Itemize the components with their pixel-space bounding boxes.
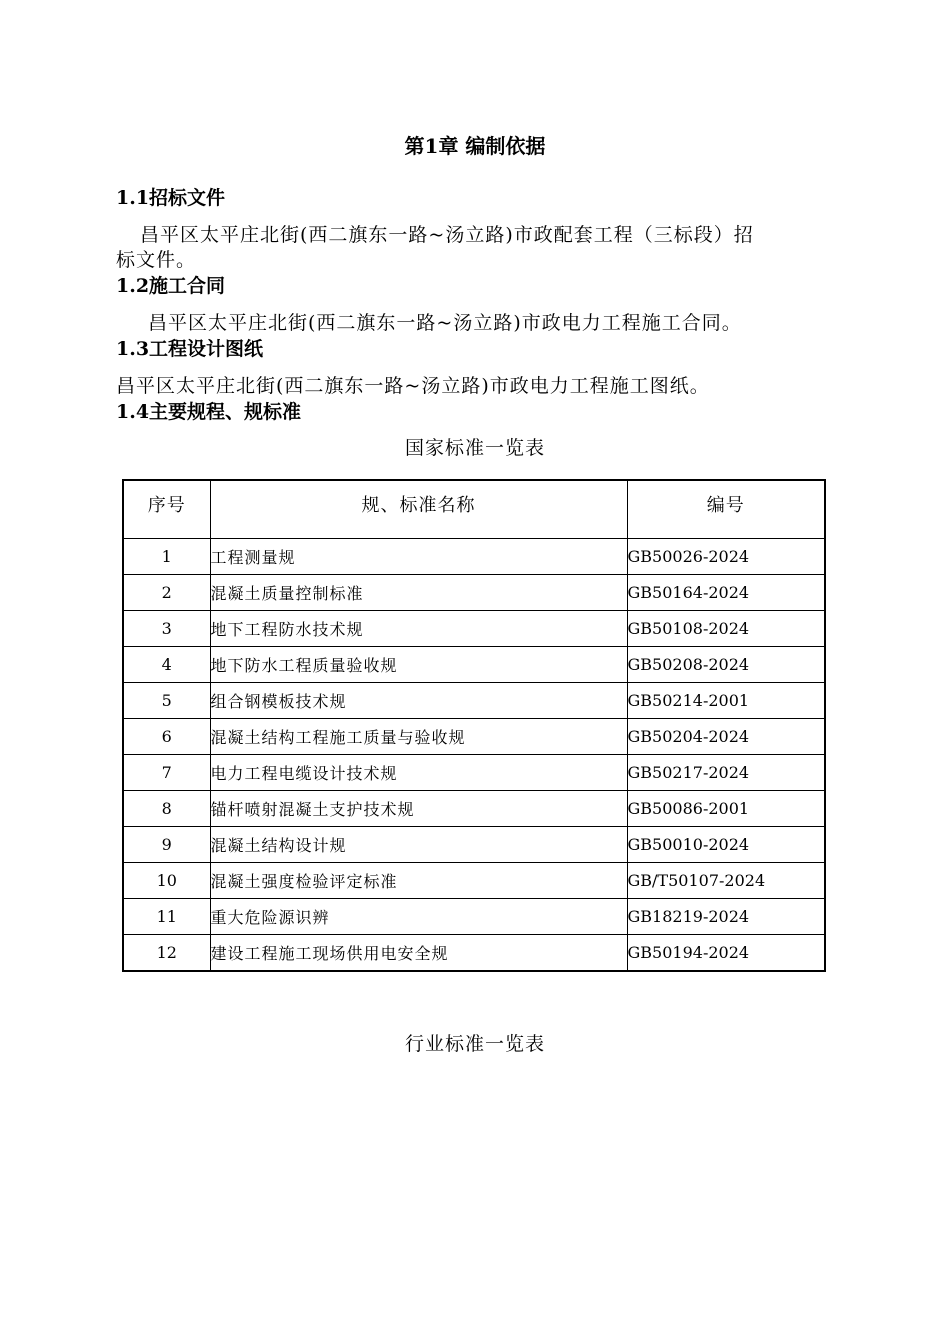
row-no: 8 — [123, 790, 210, 826]
row-no: 5 — [123, 682, 210, 718]
header-name: 规、标准名称 — [210, 480, 627, 538]
section-heading-contract: 1.2施工合同 — [116, 275, 226, 297]
table-row — [123, 682, 825, 718]
row-no: 9 — [123, 826, 210, 862]
table-row — [123, 862, 825, 898]
national-standards-table — [122, 479, 826, 972]
header-code: 编号 — [627, 480, 825, 538]
row-no: 7 — [123, 754, 210, 790]
row-name: 混凝土结构工程施工质量与验收规 — [210, 718, 627, 754]
row-name: 重大危险源识辨 — [210, 898, 627, 934]
row-code: GB50214-2001 — [627, 682, 825, 718]
row-code: GB50204-2024 — [627, 718, 825, 754]
header-no: 序号 — [123, 480, 210, 538]
row-name: 混凝土结构设计规 — [210, 826, 627, 862]
table-row — [123, 610, 825, 646]
row-code: GB18219-2024 — [627, 898, 825, 934]
table-row — [123, 934, 825, 971]
row-name: 混凝土质量控制标准 — [210, 574, 627, 610]
row-no: 4 — [123, 646, 210, 682]
table-row — [123, 826, 825, 862]
table-row — [123, 790, 825, 826]
row-no: 3 — [123, 610, 210, 646]
row-code: GB50194-2024 — [627, 934, 825, 971]
row-code: GB/T50107-2024 — [627, 862, 825, 898]
section-text-contract: 昌平区太平庄北街(西二旗东一路~汤立路)市政电力工程施工合同。 — [148, 312, 742, 334]
section-heading-tender: 1.1招标文件 — [116, 187, 226, 209]
section-heading-drawings: 1.3工程设计图纸 — [116, 338, 264, 360]
row-code: GB50010-2024 — [627, 826, 825, 862]
industry-table-caption: 行业标准一览表 — [404, 1033, 545, 1055]
row-no: 2 — [123, 574, 210, 610]
table-row — [123, 754, 825, 790]
table-row — [123, 898, 825, 934]
section-heading-standards: 1.4主要规程、规标准 — [116, 401, 302, 423]
section-text-tender-line1: 昌平区太平庄北街(西二旗东一路~汤立路)市政配套工程（三标段）招 — [140, 224, 754, 246]
row-code: GB50164-2024 — [627, 574, 825, 610]
row-name: 混凝土强度检验评定标准 — [210, 862, 627, 898]
row-name: 电力工程电缆设计技术规 — [210, 754, 627, 790]
row-no: 12 — [123, 934, 210, 971]
table-row — [123, 646, 825, 682]
row-name: 建设工程施工现场供用电安全规 — [210, 934, 627, 971]
table-row — [123, 538, 825, 574]
row-name: 地下防水工程质量验收规 — [210, 646, 627, 682]
row-name: 地下工程防水技术规 — [210, 610, 627, 646]
section-text-drawings: 昌平区太平庄北街(西二旗东一路~汤立路)市政电力工程施工图纸。 — [116, 375, 710, 397]
row-no: 1 — [123, 538, 210, 574]
table-row — [123, 574, 825, 610]
section-text-tender-line2: 标文件。 — [116, 249, 197, 271]
row-code: GB50208-2024 — [627, 646, 825, 682]
row-no: 6 — [123, 718, 210, 754]
row-code: GB50086-2001 — [627, 790, 825, 826]
row-no: 11 — [123, 898, 210, 934]
table-row — [123, 718, 825, 754]
row-code: GB50026-2024 — [627, 538, 825, 574]
national-table-caption: 国家标准一览表 — [404, 437, 545, 459]
row-code: GB50108-2024 — [627, 610, 825, 646]
row-no: 10 — [123, 862, 210, 898]
row-name: 组合钢模板技术规 — [210, 682, 627, 718]
row-name: 工程测量规 — [210, 538, 627, 574]
row-name: 锚杆喷射混凝土支护技术规 — [210, 790, 627, 826]
table-header-row — [123, 480, 825, 538]
chapter-title: 第1章 编制依据 — [404, 134, 546, 158]
row-code: GB50217-2024 — [627, 754, 825, 790]
